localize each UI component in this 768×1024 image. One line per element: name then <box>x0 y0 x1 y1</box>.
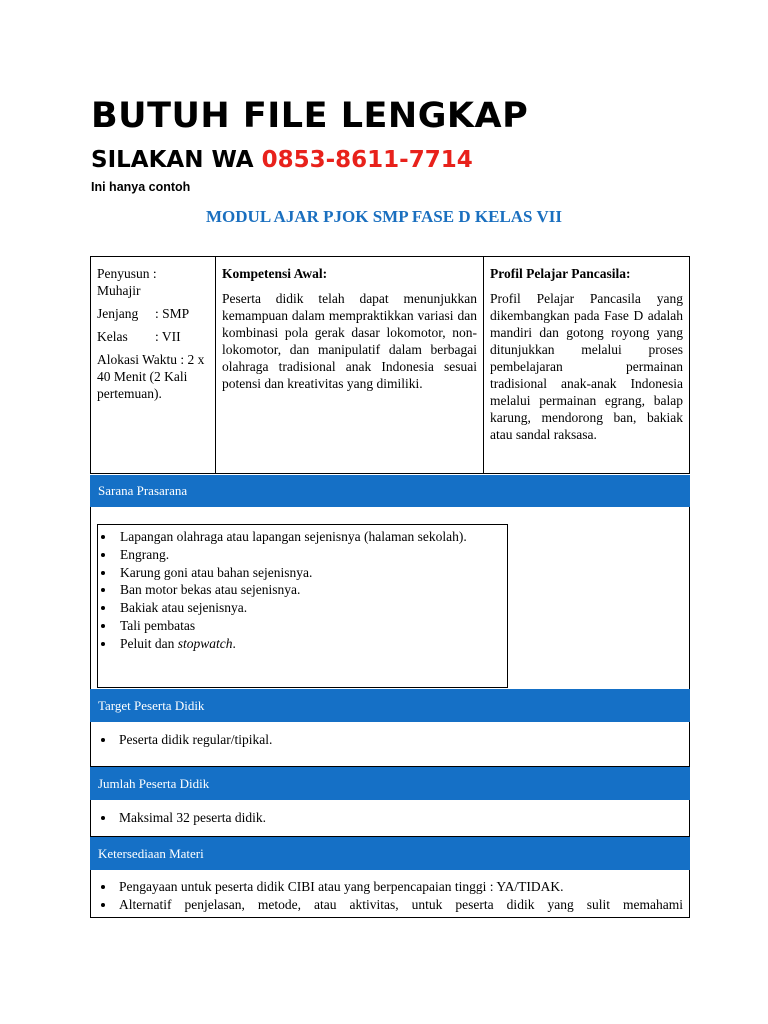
wa-phone-number[interactable]: 0853-8611-7714 <box>261 147 473 173</box>
peluit-end: . <box>232 635 236 651</box>
list-item-peluit <box>98 635 501 653</box>
penyusun-label: Penyusun : <box>97 266 157 281</box>
ketersediaan-heading-bar <box>90 837 690 870</box>
banner-note: Ini hanya contoh <box>91 180 191 194</box>
info-table <box>90 256 690 474</box>
banner-wa-line <box>91 147 473 173</box>
ketersediaan-list <box>91 878 683 914</box>
list-item: Karung goni atau bahan sejenisnya. <box>98 564 501 582</box>
list-item: Maksimal 32 peserta didik. <box>91 809 683 827</box>
list-item: Bakiak atau sejenisnya. <box>98 599 501 617</box>
list-item: Pengayaan untuk peserta didik CIBI atau yang berpencapaian tinggi : YA/TIDAK. <box>91 878 683 896</box>
target-heading-bar <box>90 689 690 722</box>
list-item: Ban motor bekas atau sejenisnya. <box>98 581 501 599</box>
target-heading: Target Peserta Didik <box>98 697 205 713</box>
banner-title: BUTUH FILE LENGKAP <box>91 96 529 136</box>
list-item: Tali pembatas <box>98 617 501 635</box>
list-item: Peserta didik regular/tipikal. <box>91 731 683 749</box>
alokasi-waktu: Alokasi Waktu : 2 x 40 Menit (2 Kali pertemuan). <box>97 352 205 401</box>
jenjang-value: : SMP <box>155 306 190 321</box>
sarana-list <box>98 528 501 653</box>
jumlah-list <box>91 809 683 827</box>
ketersediaan-box <box>90 870 690 918</box>
kompetensi-column <box>216 257 484 473</box>
target-box <box>90 722 690 767</box>
sarana-heading-bar <box>90 475 690 507</box>
profil-column <box>484 257 689 473</box>
penyusun-value: Muhajir <box>97 283 141 298</box>
document-title: MODUL AJAR PJOK SMP FASE D KELAS VII <box>206 207 562 226</box>
kelas-value: : VII <box>155 329 181 344</box>
kompetensi-heading: Kompetensi Awal: <box>222 266 328 281</box>
kelas-label: Kelas <box>97 329 128 344</box>
ketersediaan-heading: Ketersediaan Materi <box>98 845 204 861</box>
sarana-heading: Sarana Prasarana <box>98 483 188 498</box>
jenjang-label: Jenjang <box>97 306 139 321</box>
stopwatch-text: stopwatch <box>177 635 233 651</box>
jumlah-box <box>90 800 690 837</box>
target-list <box>91 731 683 749</box>
profil-heading: Profil Pelajar Pancasila: <box>490 266 631 281</box>
list-item: Engrang. <box>98 546 501 564</box>
kompetensi-body: Peserta didik telah dapat menunjukkan kemampuan dalam mempraktikkan variasi dan kombinasi pola gerak dasar lokomotor, non-lokomotor, dan manipulatif dalam berbagai olahraga tradisional anak Indonesia sesuai potensi dan kreativitas yang dimiliki. <box>222 291 477 391</box>
identity-column <box>91 257 216 473</box>
profil-body: Profil Pelajar Pancasila yang dikembangkan pada Fase D adalah mandiri dan gotong royong yang ditunjukkan melalui proses pembelajaran permainan tradisional anak-anak Indonesia melalui permainan egrang, balap karung, mendorong ban, bakiak atau sandal raksasa. <box>490 291 683 442</box>
jumlah-heading: Jumlah Peserta Didik <box>98 775 210 791</box>
peluit-text: Peluit dan <box>120 635 178 651</box>
wa-prefix: SILAKAN WA <box>91 147 262 173</box>
jumlah-heading-bar <box>90 767 690 800</box>
list-item: Lapangan olahraga atau lapangan sejenisnya (halaman sekolah). <box>98 528 501 546</box>
sarana-list-box <box>97 524 508 688</box>
sarana-box <box>90 507 690 689</box>
list-item: Alternatif penjelasan, metode, atau aktivitas, untuk peserta didik yang sulit memahami <box>91 896 683 914</box>
